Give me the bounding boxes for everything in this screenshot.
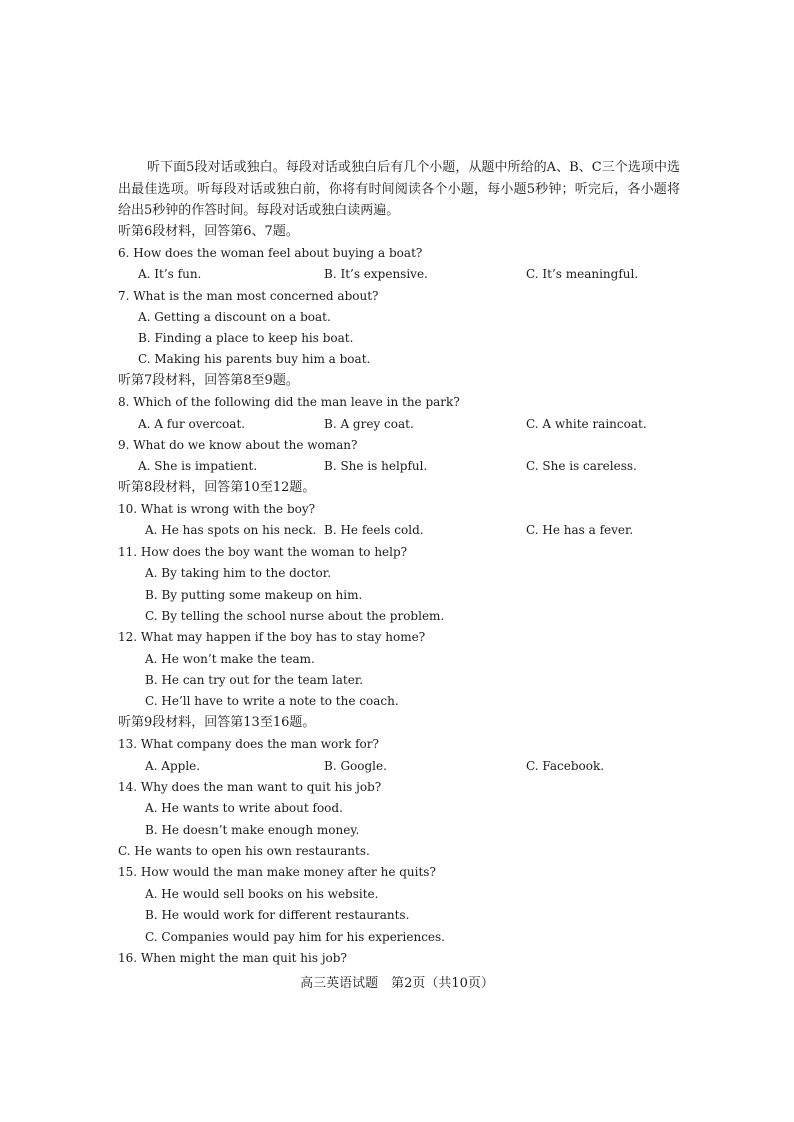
- question-8-option-c: C. A white raincoat.: [526, 417, 647, 431]
- question-12-option-b: B. He can try out for the team later.: [145, 673, 364, 687]
- question-10-option-c: C. He has a fever.: [526, 523, 634, 537]
- question-11-option-b: B. By putting some makeup on him.: [145, 588, 363, 602]
- instructions-text: 听下面5段对话或独白。每段对话或独白后有几个小题，从题中所给的A、B、C三个选项中选出最佳选项。听每段对话或独白前，你将有时间阅读各个小题，每小题5秒钟；听完后，各小题将给出5秒钟的作答时间。每段对话或独白读两遍。: [118, 160, 680, 218]
- question-12-option-a: A. He won’t make the team.: [145, 652, 315, 666]
- question-15-stem: 15. How would the man make money after he quits?: [118, 865, 436, 879]
- question-13-option-a: A. Apple.: [145, 759, 201, 773]
- question-10-option-a: A. He has spots on his neck.: [145, 523, 317, 537]
- question-15-option-c: C. Companies would pay him for his experiences.: [145, 930, 445, 944]
- question-15-option-b: B. He would work for different restaurants.: [145, 908, 410, 922]
- question-8-option-a: A. A fur overcoat.: [138, 417, 246, 431]
- question-12-stem: 12. What may happen if the boy has to stay home?: [118, 630, 426, 644]
- question-7-stem: 7. What is the man most concerned about?: [118, 289, 379, 303]
- section-head-9: 听第9段材料，回答第13至16题。: [118, 715, 316, 730]
- question-8-stem: 8. Which of the following did the man leave in the park?: [118, 395, 460, 409]
- question-8-option-b: B. A grey coat.: [324, 417, 414, 431]
- question-9-option-b: B. She is helpful.: [324, 459, 428, 473]
- question-15-option-a: A. He would sell books on his website.: [145, 887, 379, 901]
- question-11-stem: 11. How does the boy want the woman to help?: [118, 545, 408, 559]
- question-6-option-c: C. It’s meaningful.: [526, 267, 639, 281]
- question-10-option-b: B. He feels cold.: [324, 523, 424, 537]
- instructions: [118, 157, 680, 222]
- question-13-stem: 13. What company does the man work for?: [118, 737, 379, 751]
- question-14-option-c: C. He wants to open his own restaurants.: [118, 844, 370, 858]
- question-14-option-a: A. He wants to write about food.: [145, 801, 343, 815]
- page-footer: 高三英语试题 第2页（共10页）: [300, 976, 494, 991]
- question-10-stem: 10. What is wrong with the boy?: [118, 502, 316, 516]
- question-7-option-c: C. Making his parents buy him a boat.: [138, 352, 371, 366]
- question-9-option-c: C. She is careless.: [526, 459, 637, 473]
- question-7-option-a: A. Getting a discount on a boat.: [138, 310, 331, 324]
- question-11-option-c: C. By telling the school nurse about the problem.: [145, 609, 445, 623]
- question-7-option-b: B. Finding a place to keep his boat.: [138, 331, 354, 345]
- question-13-option-c: C. Facebook.: [526, 759, 605, 773]
- question-9-option-a: A. She is impatient.: [138, 459, 258, 473]
- question-6-option-b: B. It’s expensive.: [324, 267, 428, 281]
- section-head-8: 听第8段材料，回答第10至12题。: [118, 480, 316, 495]
- section-head-6: 听第6段材料，回答第6、7题。: [118, 224, 299, 239]
- question-9-stem: 9. What do we know about the woman?: [118, 438, 358, 452]
- question-12-option-c: C. He’ll have to write a note to the coach.: [145, 694, 399, 708]
- question-13-option-b: B. Google.: [324, 759, 387, 773]
- section-head-7: 听第7段材料，回答第8至9题。: [118, 373, 299, 388]
- question-11-option-a: A. By taking him to the doctor.: [145, 566, 332, 580]
- question-6-option-a: A. It’s fun.: [138, 267, 202, 281]
- question-14-option-b: B. He doesn’t make enough money.: [145, 823, 360, 837]
- question-14-stem: 14. Why does the man want to quit his job?: [118, 780, 382, 794]
- question-16-stem: 16. When might the man quit his job?: [118, 951, 347, 965]
- question-6-stem: 6. How does the woman feel about buying a boat?: [118, 246, 423, 260]
